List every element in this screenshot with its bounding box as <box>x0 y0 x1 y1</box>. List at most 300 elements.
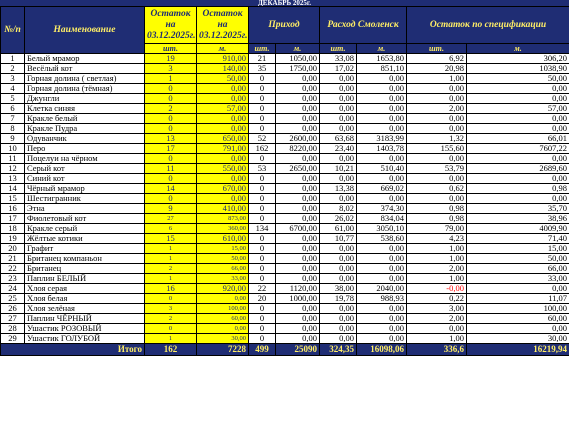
cell-value[interactable]: 0,00 <box>357 324 407 334</box>
cell-value[interactable]: 16 <box>145 284 197 294</box>
cell-value[interactable]: 3 <box>145 64 197 74</box>
cell-value[interactable]: 791,00 <box>197 144 249 154</box>
cell-value[interactable]: 19,78 <box>320 294 357 304</box>
cell-value[interactable]: 1,00 <box>407 254 467 264</box>
row-number[interactable]: 1 <box>1 54 25 64</box>
cell-value[interactable]: 0,00 <box>276 314 320 324</box>
table-row[interactable] <box>1 174 569 184</box>
table-row[interactable] <box>1 214 569 224</box>
table-row[interactable] <box>1 94 569 104</box>
cell-value[interactable]: 873,00 <box>197 214 249 224</box>
cell-value[interactable]: 100,00 <box>467 304 569 314</box>
item-name[interactable]: Кракле Пудра <box>25 124 145 134</box>
cell-value[interactable]: 11,07 <box>467 294 569 304</box>
cell-value[interactable]: 0,00 <box>276 264 320 274</box>
cell-value[interactable]: 0,98 <box>407 204 467 214</box>
cell-value[interactable]: 23,40 <box>320 144 357 154</box>
cell-value[interactable]: 2,00 <box>407 264 467 274</box>
cell-value[interactable]: 2 <box>145 264 197 274</box>
cell-value[interactable]: 0,00 <box>357 174 407 184</box>
item-name[interactable]: Паплин БЕЛЫЙ <box>25 274 145 284</box>
cell-value[interactable]: 0,00 <box>407 114 467 124</box>
cell-value[interactable]: 0,00 <box>197 114 249 124</box>
table-row[interactable] <box>1 194 569 204</box>
cell-value[interactable]: 0,00 <box>357 154 407 164</box>
cell-value[interactable]: 0,00 <box>357 334 407 344</box>
cell-value[interactable]: 0,00 <box>197 154 249 164</box>
cell-value[interactable]: 8,02 <box>320 204 357 214</box>
item-name[interactable]: Горная долина (тёмная) <box>25 84 145 94</box>
cell-value[interactable]: 0,00 <box>276 114 320 124</box>
cell-value[interactable]: 0,00 <box>197 194 249 204</box>
cell-value[interactable]: 988,93 <box>357 294 407 304</box>
cell-value[interactable]: 3 <box>145 304 197 314</box>
cell-value[interactable]: 1 <box>145 74 197 84</box>
item-name[interactable]: Серый кот <box>25 164 145 174</box>
item-name[interactable]: Кракле серый <box>25 224 145 234</box>
cell-value[interactable]: 550,00 <box>197 164 249 174</box>
row-number[interactable]: 5 <box>1 94 25 104</box>
item-name[interactable]: Шестигранник <box>25 194 145 204</box>
item-name[interactable]: Кракле белый <box>25 114 145 124</box>
row-number[interactable]: 29 <box>1 334 25 344</box>
cell-value[interactable]: 0,00 <box>276 324 320 334</box>
item-name[interactable]: Хлоя белая <box>25 294 145 304</box>
cell-value[interactable]: 0,00 <box>407 84 467 94</box>
cell-value[interactable]: 10,77 <box>320 234 357 244</box>
row-number[interactable]: 7 <box>1 114 25 124</box>
row-number[interactable]: 24 <box>1 284 25 294</box>
cell-value[interactable]: 26,02 <box>320 214 357 224</box>
cell-value[interactable]: 0,00 <box>276 254 320 264</box>
item-name[interactable]: Ушастик ГОЛУБОЙ <box>25 334 145 344</box>
cell-value[interactable]: 0,00 <box>320 124 357 134</box>
item-name[interactable]: Белый мрамор <box>25 54 145 64</box>
cell-value[interactable]: 0,00 <box>357 84 407 94</box>
cell-value[interactable]: 650,00 <box>197 134 249 144</box>
cell-value[interactable]: 0,00 <box>276 304 320 314</box>
cell-value[interactable]: 670,00 <box>197 184 249 194</box>
table-row[interactable] <box>1 134 569 144</box>
cell-value[interactable]: 0,00 <box>357 254 407 264</box>
row-number[interactable]: 12 <box>1 164 25 174</box>
cell-value[interactable]: 0,00 <box>320 314 357 324</box>
cell-value[interactable]: 0,00 <box>357 264 407 274</box>
cell-value[interactable]: 0 <box>249 94 276 104</box>
cell-value[interactable]: 669,02 <box>357 184 407 194</box>
cell-value[interactable]: 0,00 <box>276 94 320 104</box>
cell-value[interactable]: 61,00 <box>320 224 357 234</box>
item-name[interactable]: Клетка синяя <box>25 104 145 114</box>
cell-value[interactable]: 538,60 <box>357 234 407 244</box>
table-row[interactable] <box>1 314 569 324</box>
cell-value[interactable]: 1 <box>145 254 197 264</box>
cell-value[interactable]: 0 <box>145 84 197 94</box>
table-row[interactable] <box>1 334 569 344</box>
cell-value[interactable]: 0,00 <box>320 194 357 204</box>
cell-value[interactable]: 0,00 <box>320 174 357 184</box>
cell-value[interactable]: 0,62 <box>407 184 467 194</box>
cell-value[interactable]: 0,00 <box>467 284 569 294</box>
cell-value[interactable]: 0 <box>249 154 276 164</box>
cell-value[interactable]: 7607,22 <box>467 144 569 154</box>
cell-value[interactable]: 0,00 <box>407 94 467 104</box>
table-row[interactable] <box>1 294 569 304</box>
cell-value[interactable]: 0,00 <box>467 174 569 184</box>
cell-value[interactable]: 0,00 <box>276 74 320 84</box>
cell-value[interactable]: 0 <box>249 304 276 314</box>
cell-value[interactable]: 910,00 <box>197 54 249 64</box>
cell-value[interactable]: 6,92 <box>407 54 467 64</box>
cell-value[interactable]: 0,00 <box>467 154 569 164</box>
cell-value[interactable]: 0,00 <box>467 194 569 204</box>
cell-value[interactable]: 0 <box>249 234 276 244</box>
row-number[interactable]: 3 <box>1 74 25 84</box>
row-number[interactable]: 10 <box>1 144 25 154</box>
cell-value[interactable]: 0 <box>249 124 276 134</box>
cell-value[interactable]: 0,00 <box>276 204 320 214</box>
cell-value[interactable]: 0,00 <box>320 244 357 254</box>
cell-value[interactable]: 0,00 <box>357 194 407 204</box>
cell-value[interactable]: 0,00 <box>197 294 249 304</box>
cell-value[interactable]: 0,00 <box>276 154 320 164</box>
cell-value[interactable]: 0 <box>145 324 197 334</box>
cell-value[interactable]: 2,00 <box>407 314 467 324</box>
cell-value[interactable]: 0,00 <box>407 194 467 204</box>
table-row[interactable] <box>1 274 569 284</box>
row-number[interactable]: 19 <box>1 234 25 244</box>
table-row[interactable] <box>1 164 569 174</box>
cell-value[interactable]: 1,00 <box>407 274 467 284</box>
cell-value[interactable]: 1 <box>145 274 197 284</box>
cell-value[interactable]: 0 <box>249 104 276 114</box>
cell-value[interactable]: 0 <box>249 324 276 334</box>
table-row[interactable] <box>1 154 569 164</box>
cell-value[interactable]: 0,00 <box>197 324 249 334</box>
cell-value[interactable]: 0,00 <box>197 84 249 94</box>
table-row[interactable] <box>1 204 569 214</box>
cell-value[interactable]: 38,00 <box>320 284 357 294</box>
item-name[interactable]: Горная долина ( светлая) <box>25 74 145 84</box>
item-name[interactable]: Чёрный мрамор <box>25 184 145 194</box>
cell-value[interactable]: 0,00 <box>320 154 357 164</box>
table-row[interactable] <box>1 254 569 264</box>
cell-value[interactable]: 0,00 <box>197 94 249 104</box>
row-number[interactable]: 9 <box>1 134 25 144</box>
cell-value[interactable]: 0,00 <box>320 304 357 314</box>
cell-value[interactable]: 0 <box>145 94 197 104</box>
row-number[interactable]: 23 <box>1 274 25 284</box>
item-name[interactable]: Ушастик РОЗОВЫЙ <box>25 324 145 334</box>
cell-value[interactable]: 134 <box>249 224 276 234</box>
cell-value[interactable]: 162 <box>249 144 276 154</box>
cell-value[interactable]: 33,00 <box>197 274 249 284</box>
row-number[interactable]: 14 <box>1 184 25 194</box>
cell-value[interactable]: 57,00 <box>197 104 249 114</box>
cell-value[interactable]: 66,00 <box>467 264 569 274</box>
cell-value[interactable]: 10,21 <box>320 164 357 174</box>
cell-value[interactable]: 15,00 <box>197 244 249 254</box>
cell-value[interactable]: 851,10 <box>357 64 407 74</box>
cell-value[interactable]: 53 <box>249 164 276 174</box>
cell-value[interactable]: 0,98 <box>467 184 569 194</box>
cell-value[interactable]: 22 <box>249 284 276 294</box>
cell-value[interactable]: 0,00 <box>276 234 320 244</box>
item-name[interactable]: Этна <box>25 204 145 214</box>
item-name[interactable]: Хлоя зелёная <box>25 304 145 314</box>
cell-value[interactable]: 3183,99 <box>357 134 407 144</box>
cell-value[interactable]: 60,00 <box>197 314 249 324</box>
cell-value[interactable]: 0,00 <box>276 104 320 114</box>
row-number[interactable]: 13 <box>1 174 25 184</box>
cell-value[interactable]: 0,00 <box>357 244 407 254</box>
table-row[interactable] <box>1 304 569 314</box>
cell-value[interactable]: 1,00 <box>407 334 467 344</box>
cell-value[interactable]: 33,00 <box>467 274 569 284</box>
row-number[interactable]: 8 <box>1 124 25 134</box>
cell-value[interactable]: 1120,00 <box>276 284 320 294</box>
cell-value[interactable]: 30,00 <box>197 334 249 344</box>
cell-value[interactable]: 13 <box>145 134 197 144</box>
cell-value[interactable]: 1038,90 <box>467 64 569 74</box>
cell-value[interactable]: 0,00 <box>276 244 320 254</box>
cell-value[interactable]: 0,00 <box>320 274 357 284</box>
cell-value[interactable]: 21 <box>249 54 276 64</box>
item-name[interactable]: Хлоя серая <box>25 284 145 294</box>
cell-value[interactable]: 0,00 <box>357 124 407 134</box>
row-number[interactable]: 21 <box>1 254 25 264</box>
cell-value[interactable]: 510,40 <box>357 164 407 174</box>
cell-value[interactable]: 920,00 <box>197 284 249 294</box>
cell-value[interactable]: 0,00 <box>357 94 407 104</box>
row-number[interactable]: 4 <box>1 84 25 94</box>
cell-value[interactable]: 50,00 <box>197 254 249 264</box>
cell-value[interactable]: 52 <box>249 134 276 144</box>
cell-value[interactable]: 1050,00 <box>276 54 320 64</box>
table-row[interactable] <box>1 184 569 194</box>
table-row[interactable] <box>1 54 569 64</box>
item-name[interactable]: Жёлтые котики <box>25 234 145 244</box>
cell-value[interactable]: 0,22 <box>407 294 467 304</box>
table-row[interactable] <box>1 74 569 84</box>
cell-value[interactable]: 0 <box>249 214 276 224</box>
cell-value[interactable]: 0,00 <box>320 114 357 124</box>
table-row[interactable] <box>1 244 569 254</box>
cell-value[interactable]: 360,00 <box>197 224 249 234</box>
cell-value[interactable]: 0,98 <box>407 214 467 224</box>
cell-value[interactable]: 0 <box>145 174 197 184</box>
cell-value[interactable]: 0,00 <box>467 84 569 94</box>
cell-value[interactable]: 0 <box>249 84 276 94</box>
cell-value[interactable]: 0,00 <box>357 114 407 124</box>
cell-value[interactable]: 19 <box>145 54 197 64</box>
row-number[interactable]: 17 <box>1 214 25 224</box>
row-number[interactable]: 28 <box>1 324 25 334</box>
cell-value[interactable]: 20 <box>249 294 276 304</box>
cell-value[interactable]: 0 <box>249 244 276 254</box>
cell-value[interactable]: 3,00 <box>407 304 467 314</box>
table-row[interactable] <box>1 144 569 154</box>
cell-value[interactable]: 15 <box>145 234 197 244</box>
cell-value[interactable]: 50,00 <box>197 74 249 84</box>
cell-value[interactable]: 8220,00 <box>276 144 320 154</box>
cell-value[interactable]: 0,00 <box>467 114 569 124</box>
cell-value[interactable]: 0,00 <box>320 264 357 274</box>
cell-value[interactable]: 0,00 <box>276 274 320 284</box>
table-row[interactable] <box>1 64 569 74</box>
cell-value[interactable]: 0 <box>145 114 197 124</box>
cell-value[interactable]: 17 <box>145 144 197 154</box>
cell-value[interactable]: 2600,00 <box>276 134 320 144</box>
cell-value[interactable]: 0,00 <box>320 104 357 114</box>
item-name[interactable]: Синий кот <box>25 174 145 184</box>
cell-value[interactable]: 0 <box>145 124 197 134</box>
cell-value[interactable]: 1403,78 <box>357 144 407 154</box>
cell-value[interactable]: 6 <box>145 224 197 234</box>
table-row[interactable] <box>1 224 569 234</box>
cell-value[interactable]: 0,00 <box>320 254 357 264</box>
item-name[interactable]: Джунгли <box>25 94 145 104</box>
cell-value[interactable]: 0,00 <box>357 304 407 314</box>
cell-value[interactable]: 140,00 <box>197 64 249 74</box>
cell-value[interactable]: 0 <box>145 154 197 164</box>
cell-value[interactable]: 0,00 <box>197 174 249 184</box>
cell-value[interactable]: 0,00 <box>320 84 357 94</box>
cell-value[interactable]: 11 <box>145 164 197 174</box>
cell-value[interactable]: 834,04 <box>357 214 407 224</box>
cell-value[interactable]: 0 <box>249 334 276 344</box>
cell-value[interactable]: 17,02 <box>320 64 357 74</box>
item-name[interactable]: Одуванчик <box>25 134 145 144</box>
cell-value[interactable]: 0,00 <box>320 334 357 344</box>
cell-value[interactable]: 0,00 <box>276 334 320 344</box>
cell-value[interactable]: 0 <box>249 264 276 274</box>
cell-value[interactable]: 1 <box>145 244 197 254</box>
cell-value[interactable]: 66,00 <box>197 264 249 274</box>
cell-value[interactable]: 0,00 <box>467 94 569 104</box>
cell-value[interactable]: 50,00 <box>467 74 569 84</box>
cell-value[interactable]: 2 <box>145 314 197 324</box>
row-number[interactable]: 22 <box>1 264 25 274</box>
table-row[interactable] <box>1 324 569 334</box>
cell-value[interactable]: 306,20 <box>467 54 569 64</box>
cell-value[interactable]: 9 <box>145 204 197 214</box>
cell-value[interactable]: 33,08 <box>320 54 357 64</box>
cell-value[interactable]: 0,00 <box>407 324 467 334</box>
cell-value[interactable]: 0,00 <box>276 194 320 204</box>
cell-value[interactable]: 0,00 <box>197 124 249 134</box>
cell-value[interactable]: 63,68 <box>320 134 357 144</box>
item-name[interactable]: Фиолетовый кот <box>25 214 145 224</box>
cell-value[interactable]: 0 <box>249 174 276 184</box>
cell-value[interactable]: 0,00 <box>276 184 320 194</box>
item-name[interactable]: Графит <box>25 244 145 254</box>
cell-value[interactable]: 71,40 <box>467 234 569 244</box>
cell-value[interactable]: 0,00 <box>407 124 467 134</box>
cell-value[interactable]: 0,00 <box>320 74 357 84</box>
item-name[interactable]: Британец <box>25 264 145 274</box>
cell-value[interactable]: 14 <box>145 184 197 194</box>
cell-value[interactable]: 0,00 <box>276 214 320 224</box>
cell-value[interactable]: 0,00 <box>407 154 467 164</box>
cell-value[interactable]: 0 <box>249 74 276 84</box>
cell-value[interactable]: 2689,60 <box>467 164 569 174</box>
cell-value[interactable]: 79,00 <box>407 224 467 234</box>
cell-value[interactable]: 0,00 <box>357 104 407 114</box>
cell-value[interactable]: 1653,80 <box>357 54 407 64</box>
cell-value[interactable]: 20,98 <box>407 64 467 74</box>
cell-value[interactable]: 0,00 <box>320 94 357 104</box>
row-number[interactable]: 18 <box>1 224 25 234</box>
item-name[interactable]: Британец компаньон <box>25 254 145 264</box>
cell-value[interactable]: 100,00 <box>197 304 249 314</box>
cell-value[interactable]: 13,38 <box>320 184 357 194</box>
cell-value[interactable]: 0 <box>249 204 276 214</box>
cell-value[interactable]: 0 <box>249 114 276 124</box>
table-row[interactable] <box>1 114 569 124</box>
cell-value[interactable]: 0,00 <box>357 314 407 324</box>
cell-value[interactable]: 30,00 <box>467 334 569 344</box>
cell-value[interactable]: 53,79 <box>407 164 467 174</box>
item-name[interactable]: Весёлый кот <box>25 64 145 74</box>
cell-value[interactable]: 1000,00 <box>276 294 320 304</box>
cell-value[interactable]: 0 <box>145 194 197 204</box>
cell-value[interactable]: 4,23 <box>407 234 467 244</box>
cell-value[interactable]: 35 <box>249 64 276 74</box>
cell-value[interactable]: 2 <box>145 104 197 114</box>
cell-value[interactable]: 2650,00 <box>276 164 320 174</box>
item-name[interactable]: Перо <box>25 144 145 154</box>
cell-value[interactable]: 6700,00 <box>276 224 320 234</box>
cell-value[interactable]: 66,01 <box>467 134 569 144</box>
cell-value[interactable]: 155,60 <box>407 144 467 154</box>
row-number[interactable]: 11 <box>1 154 25 164</box>
cell-value[interactable]: 1,00 <box>407 244 467 254</box>
cell-value[interactable]: 2,00 <box>407 104 467 114</box>
table-row[interactable] <box>1 264 569 274</box>
row-number[interactable]: 25 <box>1 294 25 304</box>
cell-value[interactable]: 0,00 <box>357 274 407 284</box>
cell-value[interactable]: 0,00 <box>320 324 357 334</box>
cell-value[interactable]: 3050,10 <box>357 224 407 234</box>
cell-value[interactable]: 2040,00 <box>357 284 407 294</box>
cell-value[interactable]: 0 <box>145 294 197 304</box>
cell-value[interactable]: 1750,00 <box>276 64 320 74</box>
cell-value[interactable]: 410,00 <box>197 204 249 214</box>
cell-value[interactable]: 0 <box>249 314 276 324</box>
table-row[interactable] <box>1 104 569 114</box>
cell-value[interactable]: 610,00 <box>197 234 249 244</box>
cell-value[interactable]: 0,00 <box>276 124 320 134</box>
cell-value[interactable]: 0 <box>249 194 276 204</box>
cell-value[interactable]: 1 <box>145 334 197 344</box>
row-number[interactable]: 27 <box>1 314 25 324</box>
cell-value[interactable]: 0,00 <box>357 74 407 84</box>
cell-value[interactable]: 4009,90 <box>467 224 569 234</box>
row-number[interactable]: 26 <box>1 304 25 314</box>
cell-value[interactable]: 1,32 <box>407 134 467 144</box>
cell-value[interactable]: 27 <box>145 214 197 224</box>
cell-value[interactable]: 38,96 <box>467 214 569 224</box>
cell-value[interactable]: 60,00 <box>467 314 569 324</box>
table-row[interactable] <box>1 84 569 94</box>
cell-value[interactable]: 374,30 <box>357 204 407 214</box>
row-number[interactable]: 16 <box>1 204 25 214</box>
table-row[interactable] <box>1 234 569 244</box>
cell-value[interactable]: 15,00 <box>467 244 569 254</box>
row-number[interactable]: 20 <box>1 244 25 254</box>
cell-value[interactable]: 50,00 <box>467 254 569 264</box>
